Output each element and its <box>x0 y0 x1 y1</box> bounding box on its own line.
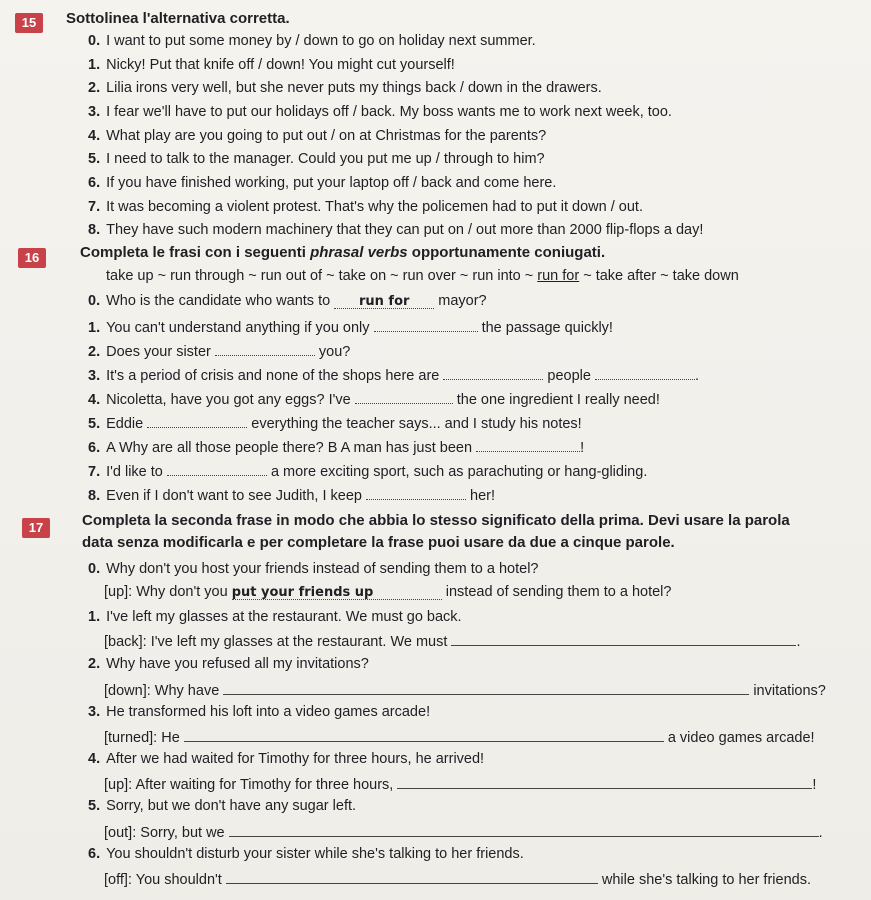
word-box-text: ~ take after ~ take down <box>579 268 739 284</box>
item-text: I fear we'll have to put our holidays off / back. My boss wants me to work next week, too. <box>106 104 672 120</box>
list-item <box>88 798 356 814</box>
item-text: ! <box>812 777 817 793</box>
item-text: Eddie <box>106 416 144 432</box>
item-text: ! <box>580 440 585 456</box>
item-text: everything the teacher says... and I study his notes! <box>251 416 582 432</box>
answer-blank[interactable] <box>397 774 812 789</box>
exercise-title <box>80 244 605 261</box>
item-number: 1. <box>88 57 101 73</box>
title-text: opportunamente coniugati. <box>407 244 606 261</box>
item-text: A Why are all those people there? B A man has just been <box>106 440 473 456</box>
item-text: Lilia irons very well, but she never puts my things back / down in the drawers. <box>106 80 602 96</box>
item-text: while she's talking to her friends. <box>601 872 811 888</box>
item-text: . <box>694 368 700 384</box>
exercise-number-badge: 16 <box>18 248 46 268</box>
item-number: 2. <box>88 80 101 96</box>
list-item <box>88 293 487 309</box>
exercise-title: Completa la seconda frase in modo che abbia lo stesso significato della prima. Devi usare la parola <box>82 512 790 529</box>
exercise-title: data senza modificarla e per completare la frase puoi usare da due a cinque parole. <box>82 534 675 551</box>
item-text: instead of sending them to a hotel? <box>445 584 672 600</box>
item-number: 3. <box>88 368 101 384</box>
answer-blank[interactable] <box>451 631 796 646</box>
item-question: He transformed his loft into a video games arcade! <box>106 704 431 720</box>
word-box-used: run for <box>537 268 580 284</box>
list-item <box>88 341 350 360</box>
item-text: invitations? <box>753 683 826 699</box>
item-text: You can't understand anything if you only <box>106 320 370 336</box>
item-number: 7. <box>88 199 101 215</box>
item-number: 6. <box>88 175 101 191</box>
item-text: Why don't you <box>136 584 228 600</box>
list-item <box>88 704 430 720</box>
answer-blank[interactable] <box>167 461 267 476</box>
item-number: 1. <box>88 320 101 336</box>
list-item <box>88 751 484 767</box>
answer-blank[interactable] <box>595 365 695 380</box>
item-text: It's a period of crisis and none of the shops here are <box>106 368 440 384</box>
answer-blank[interactable] <box>147 413 247 428</box>
item-text: He <box>161 730 180 746</box>
item-text: . <box>796 634 801 650</box>
item-number: 3. <box>88 104 101 120</box>
item-question: Why have you refused all my invitations? <box>106 656 369 672</box>
item-key: [up]: <box>104 584 133 600</box>
item-number: 0. <box>88 561 101 577</box>
item-text: a video games arcade! <box>667 730 815 746</box>
item-number: 2. <box>88 656 101 672</box>
list-item <box>88 656 369 672</box>
title-text: Completa le frasi con i seguenti <box>80 244 311 261</box>
list-item <box>104 869 811 888</box>
item-text: the passage quickly! <box>481 320 613 336</box>
item-text: you? <box>318 344 351 360</box>
item-text: a more exciting sport, such as parachuting or hang-gliding. <box>270 464 648 480</box>
item-key: [turned]: <box>104 730 158 746</box>
item-text: the one ingredient I really need! <box>456 392 660 408</box>
item-text: Nicky! Put that knife off / down! You might cut yourself! <box>106 57 455 73</box>
item-text: I've left my glasses at the restaurant. We must <box>150 634 448 650</box>
item-text: Nicoletta, have you got any eggs? I've <box>106 392 351 408</box>
item-text: I'd like to <box>106 464 163 480</box>
list-item <box>88 389 660 408</box>
item-number: 8. <box>88 222 101 238</box>
item-text: If you have finished working, put your laptop off / back and come here. <box>106 175 557 191</box>
item-key: [out]: <box>104 825 137 841</box>
list-item <box>88 80 602 96</box>
answer-blank[interactable] <box>476 437 580 452</box>
answer-blank[interactable] <box>443 365 543 380</box>
answer-blank[interactable] <box>374 317 478 332</box>
item-question: You shouldn't disturb your sister while she's talking to her friends. <box>106 846 524 862</box>
exercise-number-badge: 15 <box>15 13 43 33</box>
item-number: 5. <box>88 416 101 432</box>
item-number: 3. <box>88 704 101 720</box>
item-number: 7. <box>88 464 101 480</box>
list-item <box>104 774 816 793</box>
word-box-text: take up ~ run through ~ run out of ~ take on ~ run over ~ run into ~ <box>106 268 538 284</box>
item-text: Does your sister <box>106 344 211 360</box>
list-item <box>88 413 582 432</box>
item-key: [down]: <box>104 683 151 699</box>
item-text: people <box>547 368 591 384</box>
item-text: mayor? <box>438 293 487 309</box>
list-item <box>88 365 699 384</box>
answer-blank[interactable] <box>184 727 664 742</box>
item-number: 6. <box>88 440 101 456</box>
exercise-title: Sottolinea l'alternativa corretta. <box>66 10 290 27</box>
list-item <box>88 317 613 336</box>
item-text: Who is the candidate who wants to <box>106 293 331 309</box>
item-number: 5. <box>88 151 101 167</box>
item-text: I need to talk to the manager. Could you put me up / through to him? <box>106 151 545 167</box>
list-item <box>88 128 546 144</box>
item-text: You shouldn't <box>135 872 222 888</box>
item-text: What play are you going to put out / on at Christmas for the parents? <box>106 128 547 144</box>
item-key: [off]: <box>104 872 132 888</box>
item-number: 4. <box>88 751 101 767</box>
list-item <box>88 57 455 73</box>
item-question: Why don't you host your friends instead of sending them to a hotel? <box>106 561 539 577</box>
answer-blank[interactable] <box>355 389 453 404</box>
title-phrasal: phrasal verbs <box>310 244 408 261</box>
list-item <box>88 609 462 625</box>
item-text: Why have <box>154 683 220 699</box>
list-item <box>88 222 703 238</box>
item-text: I want to put some money by / down to go on holiday next summer. <box>106 33 536 49</box>
list-item <box>88 33 536 49</box>
item-question: After we had waited for Timothy for three hours, he arrived! <box>106 751 485 767</box>
item-text: . <box>818 825 823 841</box>
item-text: Sorry, but we <box>140 825 225 841</box>
answer-blank[interactable] <box>366 485 466 500</box>
item-number: 2. <box>88 344 101 360</box>
word-box <box>106 268 739 284</box>
list-item <box>88 461 647 480</box>
answer-blank[interactable] <box>226 869 598 884</box>
item-text: her! <box>470 488 496 504</box>
answer-blank[interactable] <box>229 822 819 837</box>
list-item <box>104 584 671 600</box>
item-number: 4. <box>88 392 101 408</box>
item-number: 1. <box>88 609 101 625</box>
answer-blank[interactable]: run for <box>334 294 434 309</box>
item-question: I've left my glasses at the restaurant. We must go back. <box>106 609 462 625</box>
item-number: 8. <box>88 488 101 504</box>
list-item <box>88 104 672 120</box>
item-number: 6. <box>88 846 101 862</box>
item-number: 0. <box>88 293 101 309</box>
item-text: After waiting for Timothy for three hours, <box>135 777 394 793</box>
item-question: Sorry, but we don't have any sugar left. <box>106 798 357 814</box>
list-item <box>104 680 826 699</box>
answer-blank[interactable]: put your friends up <box>232 585 442 600</box>
item-number: 5. <box>88 798 101 814</box>
item-number: 0. <box>88 33 101 49</box>
list-item <box>88 151 545 167</box>
list-item <box>104 822 823 841</box>
list-item <box>88 199 643 215</box>
answer-blank[interactable] <box>223 680 749 695</box>
list-item <box>104 631 800 650</box>
item-number: 4. <box>88 128 101 144</box>
item-key: [back]: <box>104 634 147 650</box>
item-text: They have such modern machinery that they can put on / out more than 2000 flip-flops a day! <box>106 222 704 238</box>
list-item <box>88 437 584 456</box>
list-item <box>88 485 495 504</box>
item-text: It was becoming a violent protest. That's why the policemen had to put it down / out. <box>106 199 643 215</box>
list-item <box>88 561 538 577</box>
exercise-number-badge: 17 <box>22 518 50 538</box>
list-item <box>104 727 815 746</box>
answer-blank[interactable] <box>215 341 315 356</box>
list-item <box>88 175 556 191</box>
item-text: Even if I don't want to see Judith, I keep <box>106 488 362 504</box>
item-key: [up]: <box>104 777 133 793</box>
list-item <box>88 846 524 862</box>
